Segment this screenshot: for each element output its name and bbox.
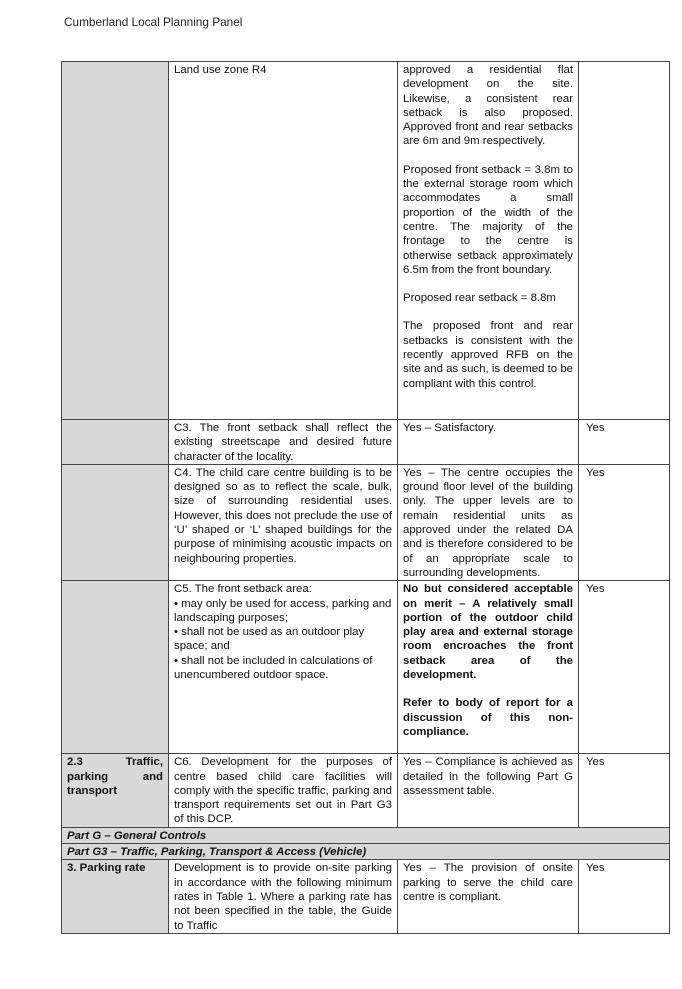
section-row-part-g3 [62,844,670,860]
section-heading [67,755,163,798]
comment-paragraph: No but considered acceptable on merit – A relatively small portion of the outdoor child play area and external storage room encroaches the front setback area of the development. [403,583,573,682]
heading-cell [62,754,169,827]
comment-paragraph: approved a residential flat development on the site. Likewise, a consistent rear setback is also proposed. Approved front and rear setbacks are 6m and 9m respectively. [403,64,573,148]
heading-cell [62,62,169,420]
comment-paragraph: The proposed front and rear setbacks is consistent with the recently approved RFB on the site and as such, is deemed to be compliant with this control. [403,320,573,390]
complies-cell: Yes [579,581,670,754]
control-intro: C5. The front setback area: [174,583,312,596]
control-cell: Development is to provide on-site parking in accordance with the following minimum rates in Table 1. Where a parking rate has not been specified in the table, the Guide to Traffic [169,860,398,933]
control-cell [169,62,398,420]
heading-line: parking and [67,770,163,783]
control-cell [169,581,398,754]
complies-cell: Yes [579,420,670,465]
comment-cell [398,62,579,420]
table-row-parking-rate [62,860,670,933]
control-cell: C4. The child care centre building is to be designed so as to reflect the scale, bulk, size of surrounding residential uses. However, this does not preclude the use of ‘U’ shaped or ‘L’ shaped buildings for the purpose of minimising acoustic impacts on neighbouring properties. [169,464,398,580]
heading-cell [62,464,169,580]
complies-cell: Yes [579,754,670,827]
control-bullet: • may only be used for access, parking and landscaping purposes; [174,597,392,624]
comment-cell: Yes – Satisfactory. [398,420,579,465]
control-bullet: • shall not be used as an outdoor play space; and [174,626,365,653]
heading-cell: 3. Parking rate [62,860,169,933]
comment-paragraph: Proposed front setback = 3.8m to the external storage room which accommodates a small proportion of the width of the centre. The majority of the frontage to the centre is otherwise setback approximately 6.5m from the front boundary. [403,163,573,276]
heading-cell [62,581,169,754]
complies-cell [579,62,670,420]
comment-cell: Yes – Compliance is achieved as detailed in the following Part G assessment table. [398,754,579,827]
comment-paragraph: Proposed rear setback = 8.8m [403,292,556,305]
table-row-c3 [62,420,670,465]
control-cell: C6. Development for the purposes of centre based child care facilities will comply with the specific traffic, parking and transport requirements set out in Part G3 of this DCP. [169,754,398,827]
comment-cell: Yes – The provision of onsite parking to serve the child care centre is compliant. [398,860,579,933]
comment-paragraph: Refer to body of report for a discussion of this non-compliance. [403,697,573,738]
table-row-c6 [62,754,670,827]
assessment-table [61,61,670,934]
complies-cell: Yes [579,860,670,933]
table-row-land-use [62,62,670,420]
section-heading: Part G3 – Traffic, Parking, Transport & Access (Vehicle) [62,844,670,860]
control-cell: C3. The front setback shall reflect the existing streetscape and desired future character of the locality. [169,420,398,465]
control-text: Land use zone R4 [174,64,267,76]
control-bullet: • shall not be included in calculations of unencumbered outdoor space. [174,654,373,682]
section-heading: Part G – General Controls [62,827,670,843]
table-row-c4 [62,464,670,580]
section-row-part-g [62,827,670,843]
heading-cell [62,420,169,465]
comment-cell [398,581,579,754]
heading-line: transport [67,784,117,797]
heading-line: 2.3 Traffic, [67,756,163,769]
complies-cell: Yes [579,464,670,580]
page-header: Cumberland Local Planning Panel [64,15,243,29]
comment-cell: Yes – The centre occupies the ground floor level of the building only. The upper levels are to remain residential units as approved under the related DA and is therefore considered to be of an appropriate scale to surrounding developments. [398,464,579,580]
table-row-c5 [62,581,670,754]
